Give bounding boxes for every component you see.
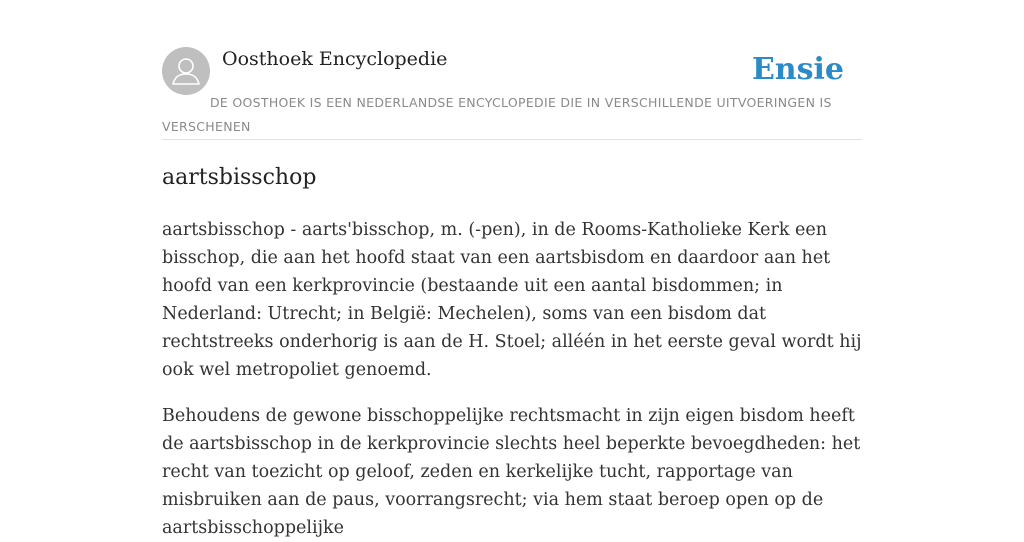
avatar[interactable] <box>162 47 210 95</box>
user-icon <box>162 47 210 95</box>
site-title[interactable]: Oosthoek Encyclopedie <box>222 48 448 70</box>
entry-paragraph: Behoudens de gewone bisschoppelijke rechtsmacht in zijn eigen bisdom heeft de aartsbisschop in de kerkprovincie slechts heel beperkte bevoegdheden: het recht van toezicht op geloof, zeden en kerkelijke tucht, rapportage van misbruiken aan de paus, voorrangsrecht; via hem staat beroep open op de aartsbisschoppelijke <box>162 406 861 538</box>
entry-paragraph: aartsbisschop - aarts'bisschop, m. (-pen), in de Rooms-Katholieke Kerk een bisschop, die aan het hoofd staat van een aartsbisdom en daardoor aan het hoofd van een kerkprovincie (bestaande uit een aantal bisdommen; in Nederland: Utrecht; in België: Mechelen), soms van een bisdom dat rechtstreeks onderhorig is aan de H. Stoel; alléén in het eerste geval wordt hij ook wel metropoliet genoemd. <box>162 220 862 380</box>
site-tagline: DE OOSTHOEK IS EEN NEDERLANDSE ENCYCLOPEDIE DIE IN VERSCHILLENDE UITVOERINGEN IS VERSCHENEN <box>162 95 832 134</box>
entry-content <box>162 162 862 542</box>
entry-title: aartsbisschop <box>162 165 317 190</box>
site-header <box>162 47 862 140</box>
brand-logo[interactable]: Ensie <box>751 52 844 87</box>
